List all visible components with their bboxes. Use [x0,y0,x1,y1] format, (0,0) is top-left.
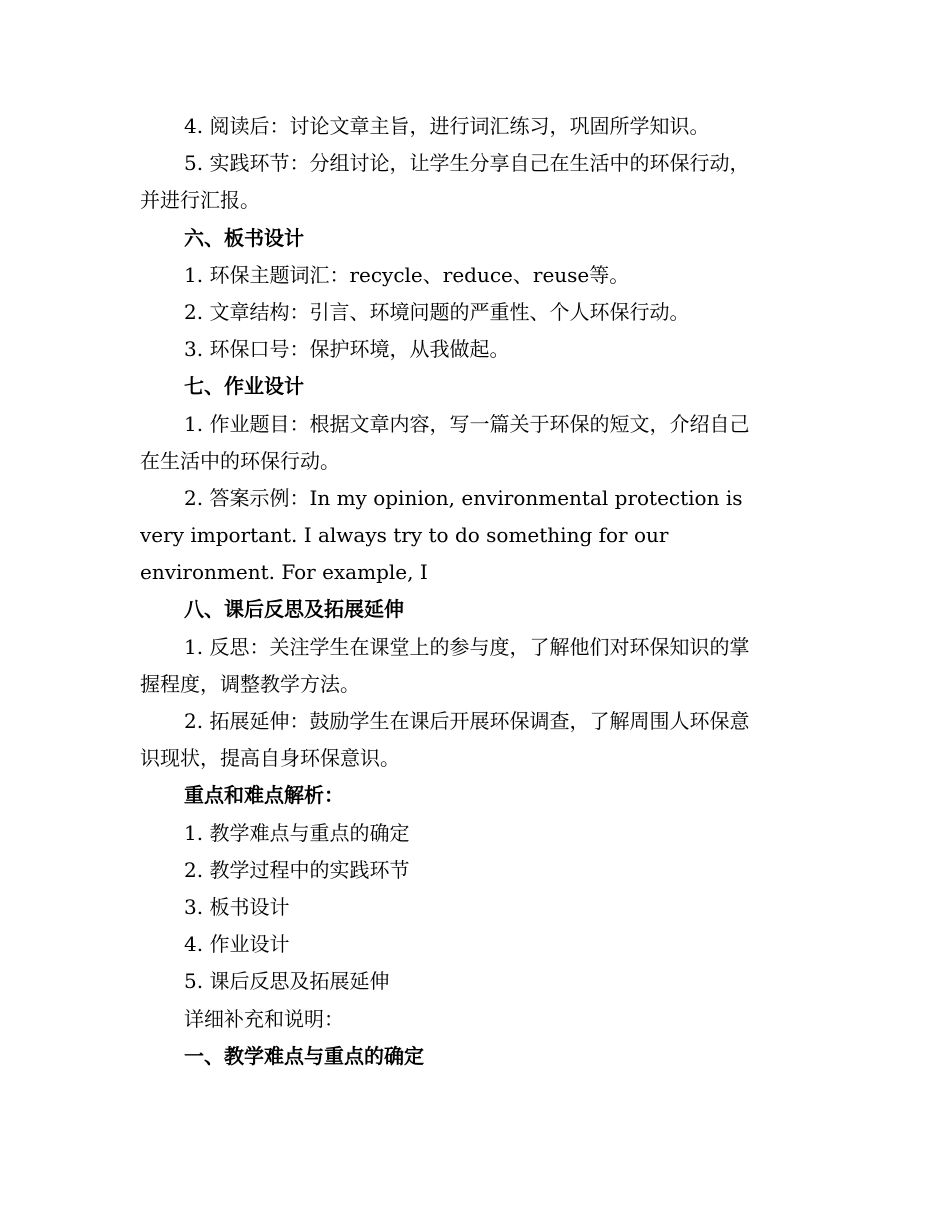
list-item: 3. 板书设计 [184,894,290,919]
text-line: 4. 阅读后：讨论文章主旨，进行词汇练习，巩固所学知识。 [184,114,710,138]
text-line: 2. 答案示例：In my opinion, environmental protection is [184,485,743,510]
text-line: 握程度，调整教学方法。 [140,671,360,696]
section-heading: 一、教学难点与重点的确定 [184,1043,424,1068]
text-line: 1. 环保主题词汇：recycle、reduce、reuse等。 [184,262,630,287]
list-item: 4. 作业设计 [184,932,290,957]
list-item: 2. 教学过程中的实践环节 [184,857,410,882]
document-page [140,108,808,1075]
section-heading: 六、板书设计 [184,225,304,250]
list-item: 1. 教学难点与重点的确定 [184,820,410,845]
text-line: 2. 拓展延伸：鼓励学生在课后开展环保调查，了解周围人环保意 [184,709,750,733]
text-line: environment. For example, I [140,560,428,585]
text-line: very important. I always try to do something for our [140,523,669,548]
text-line: 2. 文章结构：引言、环境问题的严重性、个人环保行动。 [184,299,690,324]
text-line: 在生活中的环保行动。 [140,448,340,473]
section-heading: 七、作业设计 [184,374,304,399]
text-line: 5. 实践环节：分组讨论，让学生分享自己在生活中的环保行动， [184,151,750,176]
text-line: 3. 环保口号：保护环境，从我做起。 [184,337,510,362]
text-line: 识现状，提高自身环保意识。 [140,746,400,771]
list-item: 5. 课后反思及拓展延伸 [184,969,390,994]
section-heading: 重点和难点解析： [184,783,344,808]
text-line: 1. 作业题目：根据文章内容，写一篇关于环保的短文，介绍自己 [184,411,750,436]
text-line: 并进行汇报。 [140,188,260,213]
section-heading: 八、课后反思及拓展延伸 [184,597,404,622]
text-line: 1. 反思：关注学生在课堂上的参与度，了解他们对环保知识的掌 [184,634,750,659]
text-line: 详细补充和说明： [184,1006,344,1031]
